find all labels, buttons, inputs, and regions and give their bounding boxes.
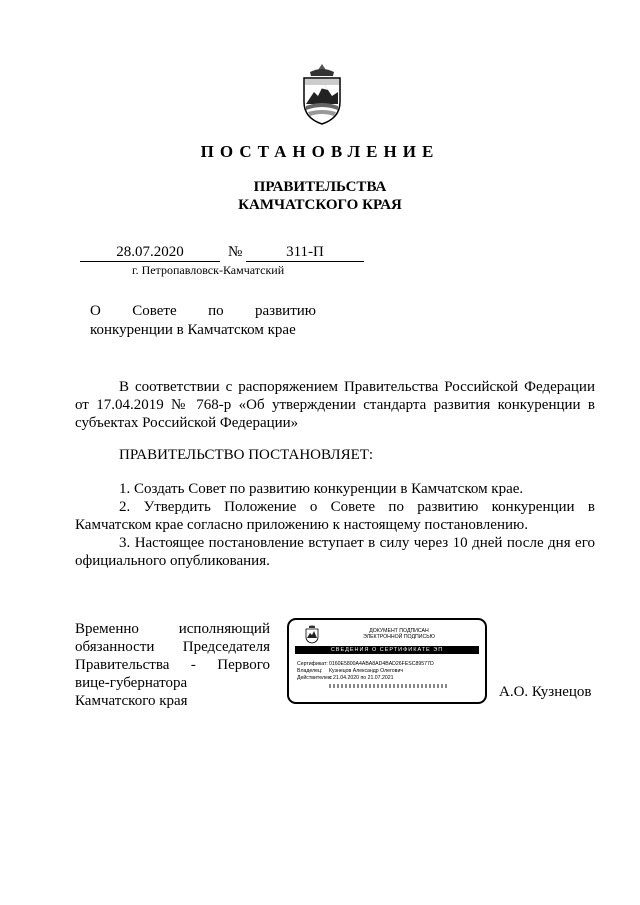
document-city: г. Петропавловск-Камчатский: [132, 263, 285, 277]
signer-word: Временно: [75, 621, 139, 637]
signer-name: А.О. Кузнецов: [499, 684, 592, 700]
subject-word: Совете: [132, 303, 177, 319]
intro-paragraph: В соответствии с распоряжением Правительства Российской Федерации от 17.04.2019 № 768-р «Об утверждении стандарта развития конкуренции в субъектах Российской Федерации»: [75, 379, 595, 431]
document-title: ПОСТАНОВЛЕНИЕ: [200, 142, 440, 161]
decree-item: 3. Настоящее постановление вступает в силу через 10 дней после дня его официального опубликования.: [75, 535, 595, 569]
number-sign: №: [228, 244, 243, 260]
stamp-header-line2: ЭЛЕКТРОННОЙ ПОДПИСЬЮ: [363, 634, 435, 640]
stamp-cert-row: [297, 661, 481, 667]
stamp-valid-label: Действителен:: [297, 675, 333, 681]
decree-item: 2. Утвердить Положение о Совете по развитию конкуренции в Камчатском крае согласно приложению к настоящему постановлению.: [75, 499, 595, 533]
document-number: 311-П: [246, 243, 364, 262]
decree-heading: ПРАВИТЕЛЬСТВО ПОСТАНОВЛЯЕТ:: [119, 447, 374, 463]
decree-item: 1. Создать Совет по развитию конкуренции в Камчатском крае.: [119, 481, 524, 497]
document-subject: [90, 302, 316, 340]
signer-word: обязанности: [75, 639, 155, 655]
stamp-valid-row: [297, 675, 481, 681]
subject-word: О: [90, 303, 101, 319]
stamp-footer-pattern: [329, 684, 449, 688]
e-signature-stamp: [287, 618, 487, 704]
org-name-line2: КАМЧАТСКОГО КРАЯ: [238, 197, 402, 213]
signer-line5: Камчатского края: [75, 693, 188, 709]
signer-word: Первого: [217, 657, 270, 673]
signer-line4: вице-губернатора: [75, 675, 188, 691]
stamp-header-line1: ДОКУМЕНТ ПОДПИСАН: [369, 628, 429, 634]
stamp-cert-label: Сертификат:: [297, 661, 328, 667]
signer-title: [75, 620, 270, 710]
stamp-owner-row: [297, 668, 481, 674]
subject-word: по: [208, 303, 224, 319]
org-name-line1: ПРАВИТЕЛЬСТВА: [253, 179, 387, 195]
signer-word: -: [190, 657, 196, 673]
subject-word: развитию: [255, 303, 316, 319]
document-date: 28.07.2020: [80, 243, 220, 262]
signer-word: Правительства: [75, 657, 170, 673]
stamp-valid-value: с 21.04.2020 по 21.07.2021: [329, 675, 394, 681]
coat-of-arms-icon: [305, 625, 319, 644]
signer-word: исполняющий: [178, 621, 270, 637]
stamp-owner-label: Владелец:: [297, 668, 323, 674]
stamp-cert-bar: СВЕДЕНИЯ О СЕРТИФИКАТЕ ЭП: [295, 646, 479, 654]
coat-of-arms-icon: [300, 62, 344, 126]
stamp-owner-value: Кузнецов Александр Олегович: [329, 668, 404, 674]
subject-line2: конкуренции в Камчатском крае: [90, 322, 296, 338]
stamp-cert-value: 0160E5800A4ABA8AD4BAD26FESC89577D: [329, 661, 434, 667]
signer-word: Председателя: [182, 639, 270, 655]
